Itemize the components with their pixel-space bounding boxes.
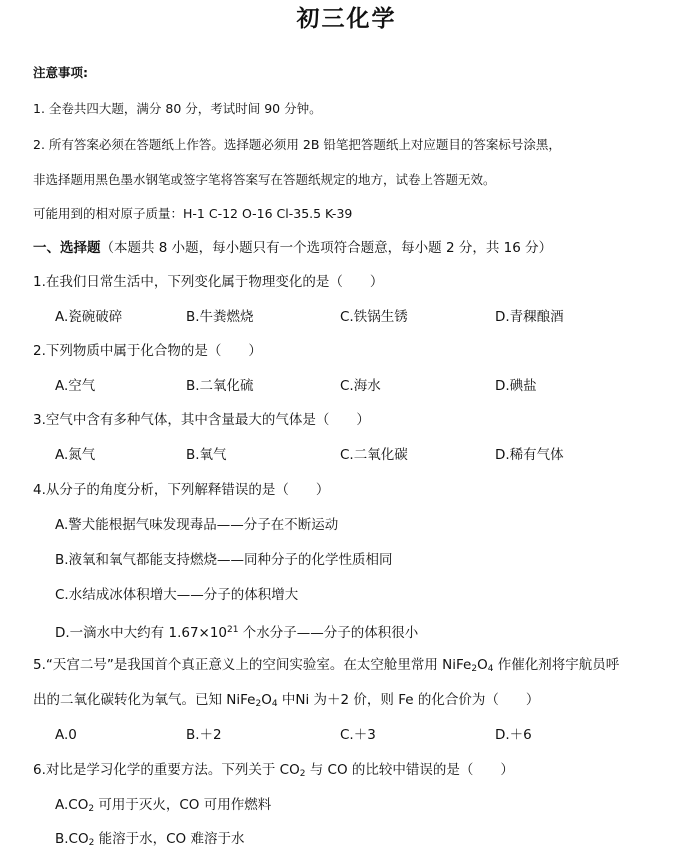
q3-option-c: C.二氧化碳 — [340, 447, 408, 463]
q6-stem — [33, 761, 514, 783]
subscript: 2 — [88, 804, 95, 814]
q5-stem-line-2 — [33, 691, 539, 713]
q3-option-b: B.氧气 — [186, 447, 227, 463]
q5-option-b: B.＋2 — [186, 727, 222, 743]
q1-option-a: A.瓷碗破碎 — [55, 309, 123, 325]
q4-option-d — [55, 621, 418, 642]
q5-option-a: A.0 — [55, 727, 77, 743]
q2-option-a: A.空气 — [55, 378, 96, 394]
notice-item-2: 2. 所有答案必须在答题纸上作答。选择题必须用 2B 铅笔把答题纸上对应题目的答案标号涂黑， — [33, 137, 561, 152]
q2-stem: 2.下列物质中属于化合物的是（ ） — [33, 343, 262, 359]
q4-option-a: A.警犬能根据气味发现毒品——分子在不断运动 — [55, 517, 339, 533]
q1-option-c: C.铁锅生锈 — [340, 309, 408, 325]
q6-text: 能溶于水，CO 难溶于水 — [94, 831, 245, 847]
q6-text: 可用于灭火，CO 可用作燃料 — [94, 797, 272, 813]
q4-option-d-post: 个水分子——分子的体积很小 — [238, 625, 419, 641]
q5-text: 作催化剂将宇航员呼 — [493, 657, 620, 673]
q4-option-d-exponent: 21 — [227, 625, 239, 635]
subscript: 2 — [255, 699, 262, 709]
q5-text: 出的二氧化碳转化为氧气。已知 NiFe — [33, 692, 256, 708]
page-title: 初三化学 — [296, 6, 397, 32]
q3-stem: 3.空气中含有多种气体，其中含量最大的气体是（ ） — [33, 412, 370, 428]
q5-option-c: C.＋3 — [340, 727, 376, 743]
subscript: 2 — [471, 664, 478, 674]
subscript: 4 — [271, 699, 278, 709]
q4-option-d-pre: D.一滴水中大约有 1.67×10 — [55, 625, 228, 641]
q3-option-d: D.稀有气体 — [495, 447, 564, 463]
q5-text: O — [261, 692, 272, 708]
q4-option-b: B.液氧和氧气都能支持燃烧——同种分子的化学性质相同 — [55, 552, 393, 568]
q5-text: O — [477, 657, 488, 673]
notice-item-1: 1. 全卷共四大题，满分 80 分，考试时间 90 分钟。 — [33, 101, 322, 116]
q1-stem: 1.在我们日常生活中，下列变化属于物理变化的是（ ） — [33, 274, 384, 290]
atomic-mass-line: 可能用到的相对原子质量：H-1 C-12 O-16 Cl-35.5 K-39 — [33, 206, 353, 221]
q2-option-c: C.海水 — [340, 378, 381, 394]
q5-text: 中Ni 为＋2 价，则 Fe 的化合价为（ ） — [277, 692, 540, 708]
q5-option-d: D.＋6 — [495, 727, 532, 743]
section-desc: （本题共 8 小题，每小题只有一个选项符合题意，每小题 2 分，共 16 分） — [100, 240, 553, 256]
subscript: 2 — [299, 769, 306, 779]
q6-option-b — [55, 830, 244, 852]
q4-stem: 4.从分子的角度分析，下列解释错误的是（ ） — [33, 482, 330, 498]
q6-text: B.CO — [55, 831, 89, 847]
q6-text: 与 CO 的比较中错误的是（ ） — [305, 762, 514, 778]
q6-text: 6.对比是学习化学的重要方法。下列关于 CO — [33, 762, 300, 778]
q6-option-a — [55, 796, 271, 818]
q4-option-c: C.水结成冰体积增大——分子的体积增大 — [55, 587, 299, 603]
q5-text: 5.“天宫二号”是我国首个真正意义上的空间实验室。在太空舱里常用 NiFe — [33, 657, 472, 673]
q2-option-b: B.二氧化硫 — [186, 378, 254, 394]
subscript: 4 — [487, 664, 494, 674]
q3-option-a: A.氮气 — [55, 447, 96, 463]
q5-stem-line-1 — [33, 656, 619, 678]
notice-item-3: 非选择题用黑色墨水钢笔或签字笔将答案写在答题纸规定的地方，试卷上答题无效。 — [33, 172, 496, 187]
notice-heading: 注意事项: — [33, 65, 88, 80]
q1-option-b: B.牛粪燃烧 — [186, 309, 254, 325]
subscript: 2 — [88, 838, 95, 848]
section-head: 一、选择题 — [33, 240, 101, 256]
section-title — [33, 239, 552, 257]
q2-option-d: D.碘盐 — [495, 378, 537, 394]
q1-option-d: D.青稞酿酒 — [495, 309, 564, 325]
q6-text: A.CO — [55, 797, 89, 813]
